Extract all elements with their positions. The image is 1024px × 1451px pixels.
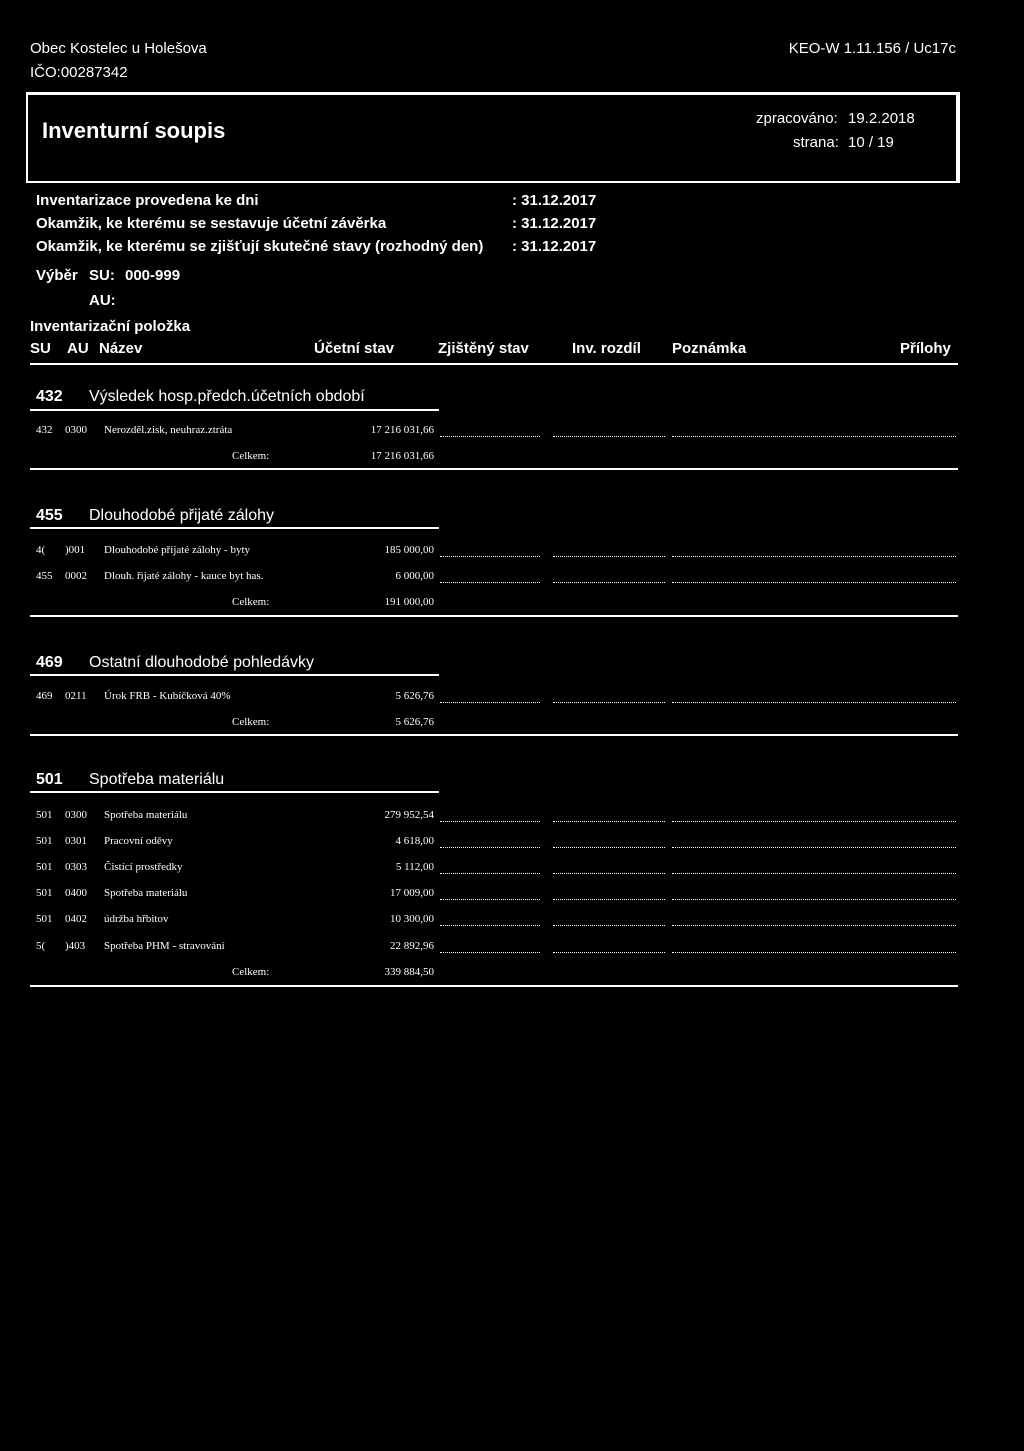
section-end-rule [30,734,958,736]
total-label: Celkem: [232,596,270,608]
row-au: 0300 [65,424,87,436]
column-book-state: Účetní stav [314,340,395,357]
row-su: 4( [36,544,46,556]
found-state-blank [440,582,540,583]
total-value: 17 216 031,66 [370,450,434,462]
su-filter-label: SU: [89,267,115,284]
note-blank [672,582,956,583]
column-group-title: Inventarizační položka [30,318,191,335]
row-au: )403 [65,940,86,952]
row-au: )001 [65,544,86,556]
document-title: Inventurní soupis [42,118,226,143]
row-su: 469 [36,690,53,702]
total-value: 5 626,76 [395,716,434,728]
section-code: 432 [36,388,63,405]
section-rule [30,791,439,793]
row-au: 0301 [65,835,87,847]
total-label: Celkem: [232,450,270,462]
inv-difference-blank [553,556,665,557]
inv-difference-blank [553,899,665,900]
row-book-value: 10 300,00 [390,913,434,925]
found-state-blank [440,556,540,557]
info-value-inventory-date: : 31.12.2017 [512,192,597,209]
row-su: 501 [36,861,53,873]
row-au: 0303 [65,861,87,873]
note-blank [672,952,956,953]
column-su: SU [30,340,51,357]
inv-difference-blank [553,821,665,822]
row-au: 0300 [65,809,87,821]
row-au: 0402 [65,913,87,925]
info-label-inventory-date: Inventarizace provedena ke dni [36,192,259,209]
column-inv-difference: Inv. rozdíl [572,340,641,357]
row-au: 0002 [65,570,87,582]
note-blank [672,556,956,557]
row-name: Dlouhodobé přijaté zálohy - byty [104,544,251,556]
section-name: Výsledek hosp.předch.účetních období [89,388,365,405]
section-end-rule [30,615,958,617]
section-rule [30,674,439,676]
row-su: 501 [36,887,53,899]
found-state-blank [440,952,540,953]
note-blank [672,702,956,703]
row-su: 501 [36,809,53,821]
su-filter-value: 000-999 [125,267,181,284]
column-attachments: Přílohy [900,340,951,357]
section-name: Ostatní dlouhodobé pohledávky [89,654,315,671]
row-au: 0211 [65,690,87,702]
note-blank [672,873,956,874]
total-value: 191 000,00 [384,596,434,608]
row-name: Úrok FRB - Kubíčková 40% [104,690,231,702]
section-code: 455 [36,507,63,524]
total-label: Celkem: [232,716,270,728]
total-label: Celkem: [232,966,270,978]
row-su: 432 [36,424,53,436]
inv-difference-blank [553,925,665,926]
row-name: údržba hřbitov [104,913,169,925]
note-blank [672,821,956,822]
note-blank [672,436,956,437]
found-state-blank [440,436,540,437]
note-blank [672,925,956,926]
page-label: strana: [793,134,839,151]
found-state-blank [440,821,540,822]
info-label-closing-date: Okamžik, ke kterému se sestavuje účetní závěrka [36,215,387,232]
processed-label: zpracováno: [756,110,838,127]
row-name: Nerozděl.zisk, neuhraz.ztráta [104,424,233,436]
section-code: 501 [36,771,63,788]
page-number: 10 / 19 [848,134,894,151]
program-code: KEO-W 1.11.156 / Uc17c [788,40,956,57]
row-book-value: 17 216 031,66 [370,424,434,436]
row-book-value: 5 626,76 [395,690,434,702]
found-state-blank [440,873,540,874]
section-end-rule [30,985,958,987]
section-end-rule [30,468,958,470]
row-book-value: 279 952,54 [384,809,434,821]
org-name: Obec Kostelec u Holešova [30,40,207,57]
au-filter-label: AU: [89,292,116,309]
row-book-value: 4 618,00 [395,835,434,847]
section-name: Spotřeba materiálu [89,771,225,788]
info-value-closing-date: : 31.12.2017 [512,215,597,232]
row-su: 5( [36,940,46,952]
row-au: 0400 [65,887,87,899]
row-book-value: 185 000,00 [384,544,434,556]
row-book-value: 22 892,96 [390,940,434,952]
inv-difference-blank [553,436,665,437]
inv-difference-blank [553,952,665,953]
section-code: 469 [36,654,63,671]
row-name: Pracovní oděvy [104,835,173,847]
column-au: AU [67,340,89,357]
row-name: Spotřeba materiálu [104,887,188,899]
row-book-value: 5 112,00 [395,861,434,873]
row-book-value: 6 000,00 [395,570,434,582]
note-blank [672,899,956,900]
found-state-blank [440,899,540,900]
inv-difference-blank [553,582,665,583]
row-su: 501 [36,835,53,847]
row-book-value: 17 009,00 [390,887,434,899]
row-name: Spotřeba materiálu [104,809,188,821]
row-su: 501 [36,913,53,925]
row-su: 455 [36,570,53,582]
section-rule [30,409,439,411]
total-value: 339 884,50 [384,966,434,978]
found-state-blank [440,847,540,848]
processed-date: 19.2.2018 [848,110,915,127]
column-note: Poznámka [672,340,747,357]
inv-difference-blank [553,702,665,703]
row-name: Čistící prostředky [104,861,183,873]
row-name: Dlouh. řijaté zálohy - kauce byt has. [104,570,264,582]
selection-label: Výběr [36,267,78,284]
info-value-decisive-date: : 31.12.2017 [512,238,597,255]
section-name: Dlouhodobé přijaté zálohy [89,507,275,524]
inv-difference-blank [553,873,665,874]
org-ico: IČO:00287342 [30,64,128,81]
column-name: Název [99,340,143,357]
header-rule [30,363,958,365]
found-state-blank [440,702,540,703]
column-found-state: Zjištěný stav [438,340,529,357]
section-rule [30,527,439,529]
info-label-decisive-date: Okamžik, ke kterému se zjišťují skutečné stavy (rozhodný den) [36,238,484,255]
row-name: Spotřeba PHM - stravování [104,940,225,952]
note-blank [672,847,956,848]
inv-difference-blank [553,847,665,848]
found-state-blank [440,925,540,926]
